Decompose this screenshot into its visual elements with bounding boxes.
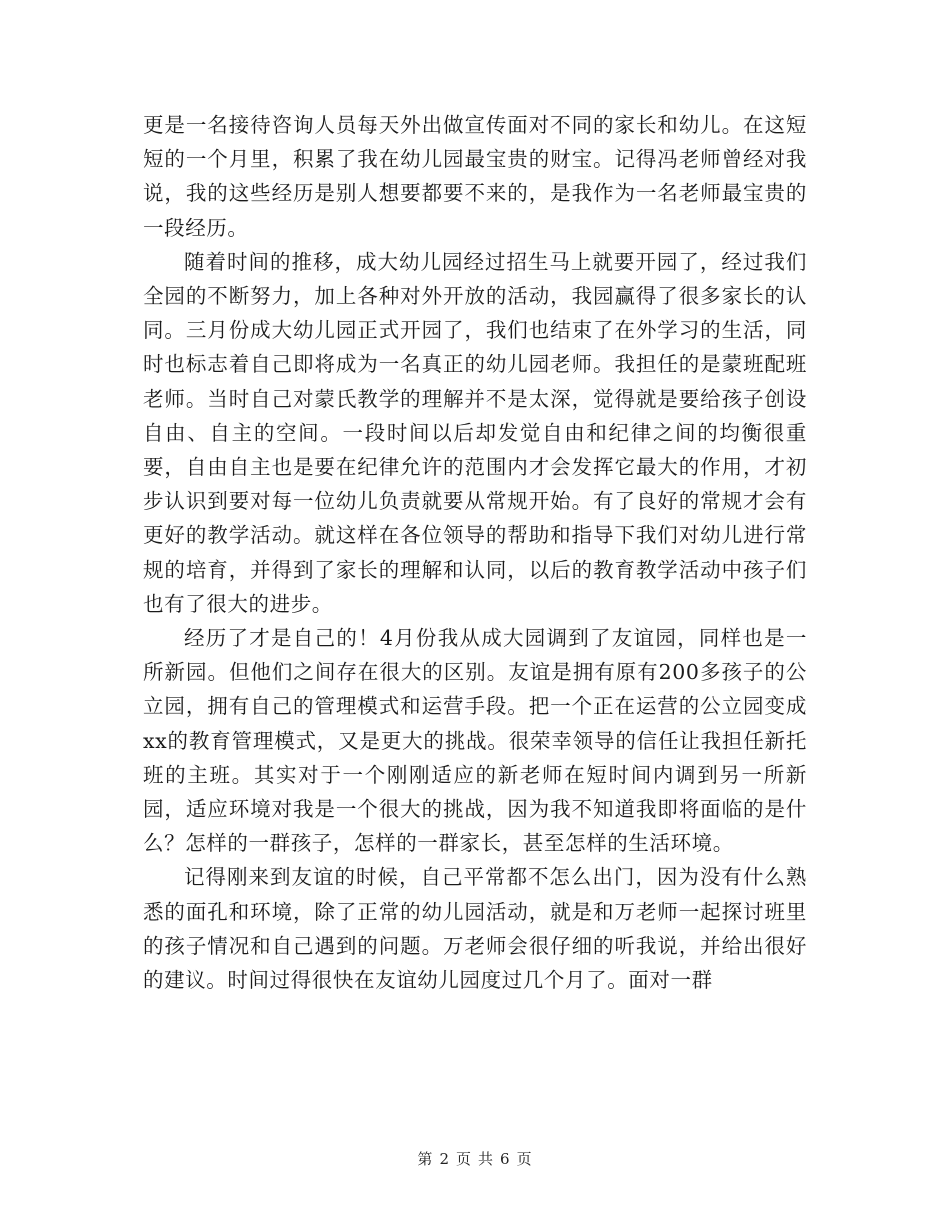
document-body xyxy=(143,108,807,997)
paragraph-3: 经历了才是自己的！4月份我从成大园调到了友谊园，同样也是一所新园。但他们之间存在很大的区别。友谊是拥有原有200多孩子的公立园，拥有自己的管理模式和运营手段。把一个正在运营的公立园变成xx的教育管理模式，又是更大的挑战。很荣幸领导的信任让我担任新托班的主班。其实对于一个刚刚适应的新老师在短时间内调到另一所新园，适应环境对我是一个很大的挑战，因为我不知道我即将面临的是什么？怎样的一群孩子，怎样的一群家长，甚至怎样的生活环境。 xyxy=(143,626,807,856)
footer-total-pages: 6 xyxy=(500,1150,511,1168)
paragraph-1: 更是一名接待咨询人员每天外出做宣传面对不同的家长和幼儿。在这短短的一个月里，积累了我在幼儿园最宝贵的财宝。记得冯老师曾经对我说，我的这些经历是别人想要都要不来的，是我作为一名老师最宝贵的一段经历。 xyxy=(143,113,807,240)
paragraph-4: 记得刚来到友谊的时候，自己平常都不怎么出门，因为没有什么熟悉的面孔和环境，除了正常的幼儿园活动，就是和万老师一起探讨班里的孩子情况和自己遇到的问题。万老师会很仔细的听我说，并给出很好的建议。时间过得很快在友谊幼儿园度过几个月了。面对一群 xyxy=(143,865,807,993)
footer-prefix: 第 xyxy=(417,1150,434,1168)
page-footer xyxy=(0,1148,950,1169)
footer-suffix: 页 xyxy=(516,1150,533,1168)
paragraph-2: 随着时间的推移，成大幼儿园经过招生马上就要开园了，经过我们全园的不断努力，加上各种对外开放的活动，我园赢得了很多家长的认同。三月份成大幼儿园正式开园了，我们也结束了在外学习的生活，同时也标志着自己即将成为一名真正的幼儿园老师。我担任的是蒙班配班老师。当时自己对蒙氏教学的理解并不是太深，觉得就是要给孩子创设自由、自主的空间。一段时间以后却发觉自由和纪律之间的均衡很重要，自由自主也是要在纪律允许的范围内才会发挥它最大的作用，才初步认识到要对每一位幼儿负责就要从常规开始。有了良好的常规才会有更好的教学活动。就这样在各位领导的帮助和指导下我们对幼儿进行常规的培育，并得到了家长的理解和认同，以后的教育教学活动中孩子们也有了很大的进步。 xyxy=(143,249,807,616)
footer-total-word: 共 xyxy=(478,1150,495,1168)
footer-current-page: 2 xyxy=(439,1150,450,1168)
footer-page-word: 页 xyxy=(455,1150,472,1168)
